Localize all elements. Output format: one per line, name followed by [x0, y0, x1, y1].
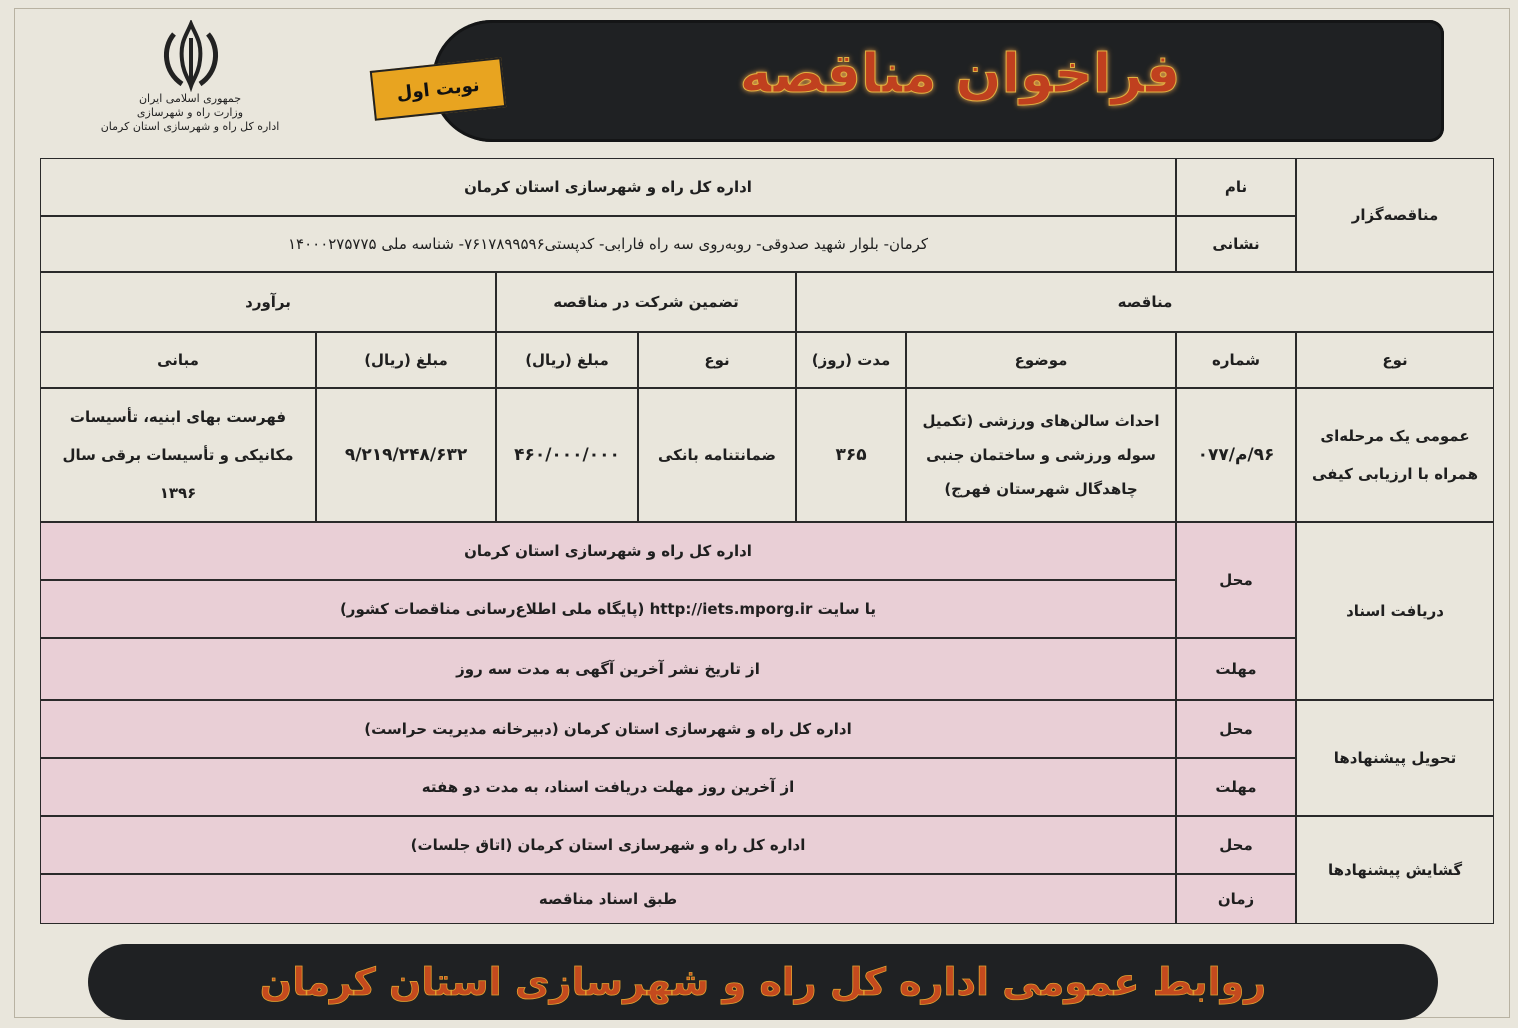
org-line-3: اداره کل راه و شهرسازی استان کرمان: [100, 120, 280, 133]
footer-public-relations: روابط عمومی اداره کل راه و شهرسازی استان کرمان: [259, 960, 1267, 1004]
docs-receipt-label: دریافت اسناد: [1296, 522, 1494, 700]
page-title: فراخوان مناقصه: [739, 42, 1181, 105]
row-guarantee-amount: ۴۶۰/۰۰۰/۰۰۰: [496, 388, 638, 522]
org-line-1: جمهوری اسلامی ایران: [138, 92, 242, 105]
col-header-guarantee-amount: مبلغ (ریال): [496, 332, 638, 388]
row-guarantee-type: ضمانتنامه بانکی: [638, 388, 796, 522]
tender-group-header: مناقصه: [796, 272, 1494, 332]
name-value: اداره کل راه و شهرسازی استان کرمان: [40, 158, 1176, 216]
col-header-duration: مدت (روز): [796, 332, 906, 388]
guarantee-group-header: تضمین شرکت در مناقصه: [496, 272, 796, 332]
col-header-subject: موضوع: [906, 332, 1176, 388]
col-header-type: نوع: [1296, 332, 1494, 388]
row-tender-number: ۹۶/م/۰۷۷: [1176, 388, 1296, 522]
docs-place-label: محل: [1176, 522, 1296, 638]
docs-place-line-2: یا سایت http://iets.mporg.ir (پایگاه ملی اطلاع‌رسانی مناقصات کشور): [40, 580, 1176, 638]
opening-time-label: زمان: [1176, 874, 1296, 924]
submission-deadline-label: مهلت: [1176, 758, 1296, 816]
row-estimate-amount: ۹/۲۱۹/۲۴۸/۶۳۲: [316, 388, 496, 522]
tender-table: [40, 158, 1494, 924]
docs-deadline-label: مهلت: [1176, 638, 1296, 700]
row-tender-type: عمومی یک مرحله‌ای همراه با ارزیابی کیفی: [1296, 388, 1494, 522]
iran-emblem-icon: [156, 20, 226, 92]
row-subject: احداث سالن‌های ورزشی (تکمیل سوله ورزشی و ساختمان جنبی چاهدگال شهرستان فهرج): [906, 388, 1176, 522]
opening-place-value: اداره کل راه و شهرسازی استان کرمان (اتاق جلسات): [40, 816, 1176, 874]
submission-deadline-value: از آخرین روز مهلت دریافت اسناد، به مدت دو هفته: [40, 758, 1176, 816]
name-label: نام: [1176, 158, 1296, 216]
tenderer-label: مناقصه‌گزار: [1296, 158, 1494, 272]
org-line-2: وزارت راه و شهرسازی: [136, 106, 244, 119]
row-duration: ۳۶۵: [796, 388, 906, 522]
opening-label: گشایش پیشنهادها: [1296, 816, 1494, 924]
opening-time-value: طبق اسناد مناقصه: [40, 874, 1176, 924]
col-header-basis: مبانی: [40, 332, 316, 388]
submission-label: تحویل پیشنهادها: [1296, 700, 1494, 816]
docs-deadline-value: از تاریخ نشر آخرین آگهی به مدت سه روز: [40, 638, 1176, 700]
first-notice-badge: نوبت اول: [370, 57, 507, 121]
estimate-group-header: برآورد: [40, 272, 496, 332]
row-basis: فهرست بهای ابنیه، تأسیسات مکانیکی و تأسیسات برقی سال ۱۳۹۶: [40, 388, 316, 522]
issuer-org-lines: [70, 92, 310, 134]
opening-place-label: محل: [1176, 816, 1296, 874]
col-header-number: شماره: [1176, 332, 1296, 388]
address-value: کرمان- بلوار شهید صدوقی- روبه‌روی سه راه فارابی- کدپستی۷۶۱۷۸۹۹۵۹۶- شناسه ملی ۱۴۰۰۰۲۷۵۷۷۵: [40, 216, 1176, 272]
col-header-estimate-amount: مبلغ (ریال): [316, 332, 496, 388]
submission-place-value: اداره کل راه و شهرسازی استان کرمان (دبیرخانه مدیریت حراست): [40, 700, 1176, 758]
col-header-guarantee-type: نوع: [638, 332, 796, 388]
address-label: نشانی: [1176, 216, 1296, 272]
submission-place-label: محل: [1176, 700, 1296, 758]
docs-place-line-1: اداره کل راه و شهرسازی استان کرمان: [40, 522, 1176, 580]
